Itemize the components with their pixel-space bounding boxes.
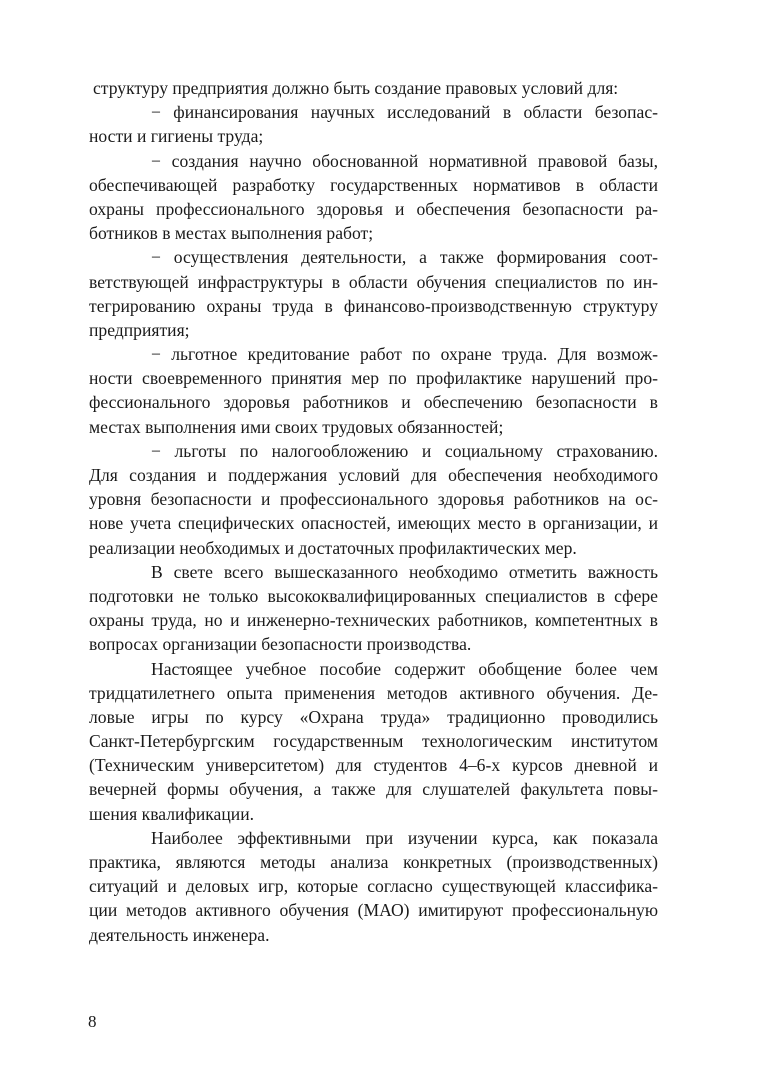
body-text bbox=[89, 76, 658, 947]
text-line: местах выполнения ими своих трудовых обязанностей; bbox=[89, 416, 504, 437]
text-line: Настоящее учебное пособие содержит обобщение более чем bbox=[151, 658, 658, 679]
text-line: Для создания и поддержания условий для обеспечения необходимого bbox=[89, 465, 658, 485]
text-line: тегрированию охраны труда в финансово-производственную структуру bbox=[89, 295, 658, 316]
text-line: − создания научно обоснованной нормативной правовой базы, bbox=[151, 150, 658, 171]
text-line: ветствующей инфраструктуры в области обучения специалистов по ин- bbox=[89, 271, 658, 292]
text-line: ции методов активного обучения (МАО) имитируют профессиональную bbox=[89, 900, 658, 921]
text-line: Наиболее эффективными при изучении курса, как показала bbox=[151, 827, 658, 848]
text-line: структуру предприятия должно быть создание правовых условий для: bbox=[93, 78, 619, 98]
text-line: деятельность инженера. bbox=[89, 924, 270, 945]
text-line: − финансирования научных исследований в области безопас- bbox=[151, 102, 658, 123]
text-line: − льготное кредитование работ по охране труда. Для возмож- bbox=[151, 344, 658, 365]
text-line: (Техническим университетом) для студентов 4–6-х курсов дневной и bbox=[89, 755, 658, 776]
text-line: тридцатилетнего опыта применения методов активного обучения. Де- bbox=[89, 682, 658, 703]
text-line: охраны профессионального здоровья и обеспечения безопасности ра- bbox=[89, 198, 658, 219]
text-line: Санкт-Петербургским государственным технологическим институтом bbox=[89, 731, 658, 752]
text-line: шения квалификации. bbox=[89, 803, 255, 824]
page-number: 8 bbox=[88, 1012, 97, 1031]
text-line: охраны труда, но и инженерно-технических работников, компетентных в bbox=[89, 610, 658, 631]
text-line: ловые игры по курсу «Охрана труда» традиционно проводились bbox=[89, 706, 658, 727]
text-line: − льготы по налогообложению и социальному страхованию. bbox=[151, 440, 658, 461]
text-line: предприятия; bbox=[89, 319, 190, 340]
text-line: фессионального здоровья работников и обеспечению безопасности в bbox=[89, 392, 658, 413]
text-line: В свете всего вышесказанного необходимо отметить важность bbox=[151, 561, 658, 582]
text-line: нове учета специфических опасностей, имеющих место в организации, и bbox=[89, 513, 658, 534]
text-line: подготовки не только высококвалифицированных специалистов в сфере bbox=[89, 585, 658, 606]
text-line: ности своевременного принятия мер по профилактике нарушений про- bbox=[89, 368, 658, 389]
text-line: ситуаций и деловых игр, которые согласно существующей классифика- bbox=[89, 876, 658, 897]
text-line: ботников в местах выполнения работ; bbox=[89, 223, 374, 244]
text-line: − осуществления деятельности, а также формирования соот- bbox=[151, 247, 658, 268]
text-line: ности и гигиены труда; bbox=[89, 126, 264, 147]
text-line: вопросах организации безопасности производства. bbox=[89, 634, 472, 655]
text-line: практика, являются методы анализа конкретных (производственных) bbox=[89, 852, 658, 872]
text-line: реализации необходимых и достаточных профилактических мер. bbox=[89, 537, 577, 558]
text-line: вечерней формы обучения, а также для слушателей факультета повы- bbox=[89, 779, 658, 800]
text-line: уровня безопасности и профессионального здоровья работников на ос- bbox=[89, 489, 658, 510]
text-line: обеспечивающей разработку государственных нормативов в области bbox=[89, 174, 658, 195]
